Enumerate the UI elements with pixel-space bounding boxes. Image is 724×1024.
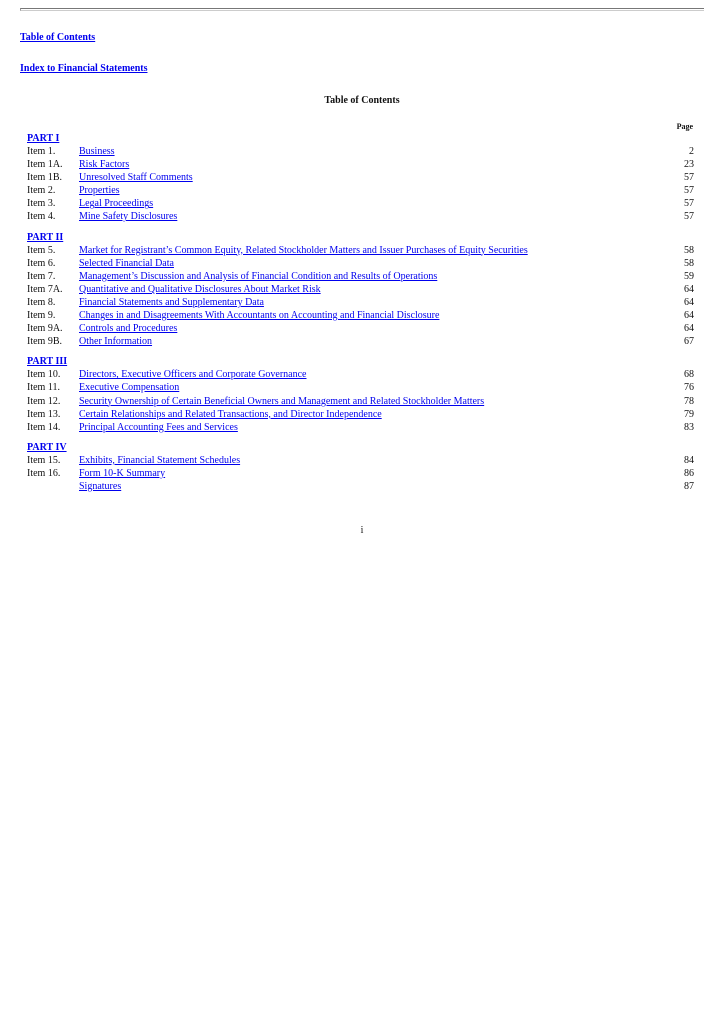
toc-title: Table of Contents (324, 95, 400, 106)
item-title-link[interactable]: Executive Compensation (79, 382, 180, 394)
part-heading (27, 441, 694, 454)
item-title-link[interactable]: Exhibits, Financial Statement Schedules (79, 454, 241, 466)
item-title-link[interactable]: Market for Registrant’s Common Equity, Related Stockholder Matters and Issuer Purchases of Equity Securities (79, 244, 528, 256)
toc-row (27, 335, 694, 348)
toc-row (27, 257, 694, 270)
item-page-number: 79 (684, 408, 694, 420)
table-of-contents-link[interactable]: Table of Contents (20, 32, 96, 43)
item-title-link[interactable]: Quantitative and Qualitative Disclosures About Market Risk (79, 283, 321, 295)
toc-row (27, 421, 694, 434)
item-number: Item 6. (27, 257, 56, 269)
item-title-cell (79, 309, 654, 322)
item-page-number: 57 (684, 211, 694, 223)
item-title-cell (79, 283, 654, 296)
toc-row (27, 296, 694, 309)
item-title-link[interactable]: Certain Relationships and Related Transactions, and Director Independence (79, 408, 382, 420)
item-title-cell (79, 421, 654, 434)
item-number: Item 10. (27, 369, 61, 381)
item-title-cell (79, 270, 654, 283)
part-heading-link[interactable]: PART IV (27, 441, 67, 453)
item-number: Item 9A. (27, 323, 63, 335)
item-page-number: 57 (684, 172, 694, 184)
item-title-cell (79, 184, 654, 197)
toc-row (27, 184, 694, 197)
item-title-link[interactable]: Management’s Discussion and Analysis of Financial Condition and Results of Operations (79, 270, 438, 282)
item-title-cell (79, 145, 654, 158)
item-title-cell (79, 381, 654, 394)
item-title-cell (79, 467, 654, 480)
item-title-link[interactable]: Risk Factors (79, 159, 130, 171)
toc-row (27, 244, 694, 257)
page-number: i (360, 525, 364, 536)
item-title-link[interactable]: Security Ownership of Certain Beneficial Owners and Management and Related Stockholder Matters (79, 395, 485, 407)
item-number: Item 2. (27, 185, 56, 197)
item-page-number: 83 (684, 421, 694, 433)
item-title-cell (79, 296, 654, 309)
part-heading-link[interactable]: PART I (27, 133, 60, 144)
item-page-number: 23 (684, 159, 694, 171)
toc-row (27, 395, 694, 408)
item-title-cell (79, 454, 654, 467)
item-number: Item 5. (27, 244, 56, 256)
item-title-cell (79, 408, 654, 421)
item-title-link[interactable]: Mine Safety Disclosures (79, 211, 178, 223)
item-page-number: 64 (684, 283, 694, 295)
part-heading (27, 355, 694, 368)
item-title-link[interactable]: Directors, Executive Officers and Corporate Governance (79, 369, 307, 381)
item-number: Item 7A. (27, 283, 63, 295)
item-title-cell (79, 395, 654, 408)
item-page-number: 57 (684, 198, 694, 210)
item-title-cell (79, 368, 654, 381)
item-title-cell (79, 335, 654, 348)
item-page-number: 64 (684, 296, 694, 308)
item-title-link[interactable]: Properties (79, 185, 120, 197)
item-title-link[interactable]: Unresolved Staff Comments (79, 172, 193, 184)
index-to-financial-statements-link[interactable]: Index to Financial Statements (20, 63, 148, 74)
toc-row (27, 283, 694, 296)
item-title-cell (79, 244, 654, 257)
toc-row (27, 197, 694, 210)
toc-row (27, 322, 694, 335)
item-number: Item 14. (27, 421, 61, 433)
item-title-link[interactable]: Signatures (79, 480, 122, 492)
toc-row (27, 309, 694, 322)
item-title-cell (79, 210, 654, 223)
item-title-link[interactable]: Selected Financial Data (79, 257, 174, 269)
item-number: Item 9. (27, 310, 56, 322)
item-page-number: 57 (684, 185, 694, 197)
part-heading (27, 231, 694, 244)
item-title-cell (79, 322, 654, 335)
toc-row (27, 480, 694, 493)
item-number: Item 7. (27, 270, 56, 282)
item-title-link[interactable]: Other Information (79, 336, 153, 348)
item-number: Item 16. (27, 467, 61, 479)
item-number: Item 8. (27, 296, 56, 308)
item-title-cell (79, 158, 654, 171)
part-heading-link[interactable]: PART III (27, 356, 68, 368)
item-page-number: 84 (684, 454, 694, 466)
toc-row (27, 454, 694, 467)
item-title-link[interactable]: Form 10-K Summary (79, 467, 166, 479)
toc-row (27, 145, 694, 158)
toc-list (27, 132, 694, 493)
item-number: Item 3. (27, 198, 56, 210)
item-title-link[interactable]: Principal Accounting Fees and Services (79, 421, 238, 433)
toc-row (27, 381, 694, 394)
toc-row (27, 158, 694, 171)
item-page-number: 58 (684, 244, 694, 256)
item-title-link[interactable]: Controls and Procedures (79, 323, 178, 335)
item-page-number: 59 (684, 270, 694, 282)
item-page-number: 86 (684, 467, 694, 479)
part-heading (27, 132, 694, 145)
item-title-cell (79, 197, 654, 210)
item-page-number: 87 (684, 480, 694, 492)
item-page-number: 78 (684, 395, 694, 407)
item-title-link[interactable]: Financial Statements and Supplementary Data (79, 296, 264, 308)
part-heading-link[interactable]: PART II (27, 231, 64, 243)
item-page-number: 2 (689, 146, 694, 157)
toc-row (27, 210, 694, 223)
item-page-number: 64 (684, 310, 694, 322)
item-number: Item 15. (27, 454, 61, 466)
item-title-cell (79, 171, 654, 184)
item-number: Item 13. (27, 408, 61, 420)
item-title-link[interactable]: Changes in and Disagreements With Accountants on Accounting and Financial Disclosure (79, 310, 440, 322)
item-number: Item 1B. (27, 172, 62, 184)
item-page-number: 68 (684, 369, 694, 381)
item-number: Item 4. (27, 211, 56, 223)
item-title-cell (79, 480, 654, 493)
item-page-number: 64 (684, 323, 694, 335)
toc-row (27, 467, 694, 480)
item-page-number: 58 (684, 257, 694, 269)
item-page-number: 76 (684, 382, 694, 394)
item-title-link[interactable]: Business (79, 146, 115, 157)
item-number: Item 9B. (27, 336, 62, 348)
item-title-cell (79, 257, 654, 270)
toc-row (27, 270, 694, 283)
toc-row (27, 171, 694, 184)
toc-row (27, 368, 694, 381)
item-title-link[interactable]: Legal Proceedings (79, 198, 154, 210)
item-number: Item 12. (27, 395, 61, 407)
item-number: Item 1. (27, 146, 56, 157)
page-column-header: Page (676, 122, 693, 131)
toc-row (27, 408, 694, 421)
item-page-number: 67 (684, 336, 694, 348)
item-number: Item 11. (27, 382, 60, 394)
top-rule (20, 8, 704, 11)
item-number: Item 1A. (27, 159, 63, 171)
